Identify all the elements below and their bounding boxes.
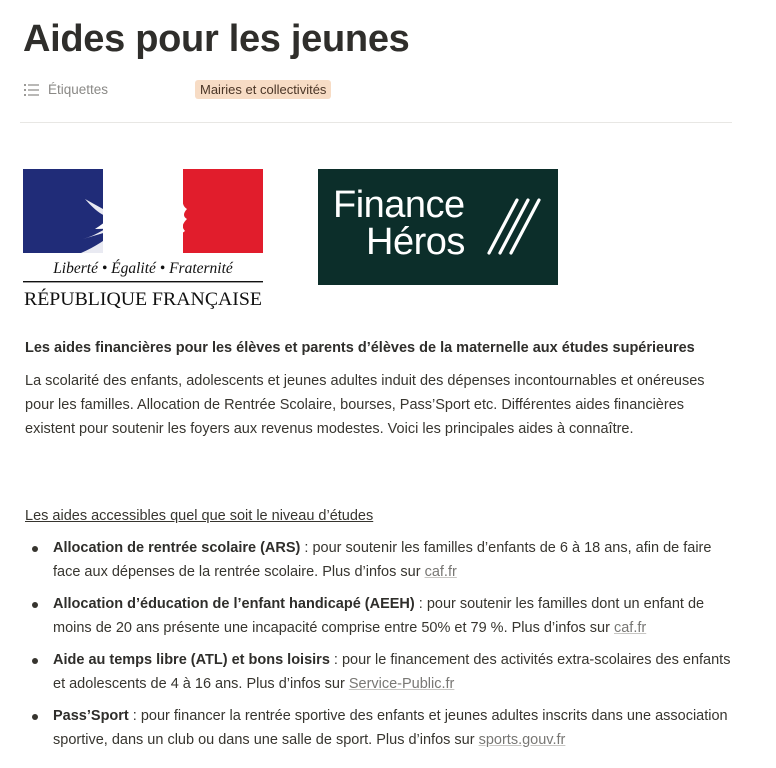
list-item [32,648,732,696]
aid-link[interactable]: caf.fr [424,564,457,580]
aid-description: : pour soutenir les familles d’enfants de 6 à 18 ans, afin de faire face aux dépenses de la rentrée scolaire. Plus d’infos sur [53,540,712,580]
aid-name: Pass’Sport [53,708,129,724]
list-item [32,592,732,640]
aid-description: : pour le financement des activités extra-scolaires des enfants et adolescents de 4 à 16 ans. Plus d’infos sur [53,652,731,692]
aid-description: : pour financer la rentrée sportive des enfants et jeunes adultes inscrits dans une association sportive, dans un club ou dans une salle de sport. Plus d’infos sur [53,708,728,748]
intro-paragraph: La scolarité des enfants, adolescents et jeunes adultes induit des dépenses incontournables et onéreuses pour les familles. Allocation de Rentrée Scolaire, bourses, Pass’Sport etc. Différentes aides financières existent pour soutenir les foyers aux revenus modestes. Voici les principales aides à connaître. [25,373,705,437]
tag-badge[interactable]: Mairies et collectivités [195,80,331,99]
section-title: Les aides accessibles quel que soit le niveau d’études [25,508,374,524]
property-label: Étiquettes [48,82,109,97]
rf-motto [52,260,234,277]
slash-marks-icon [318,169,558,285]
bullet [32,714,38,720]
page-title: Aides pour les jeunes [23,18,410,60]
aid-name: Aide au temps libre (ATL) et bons loisirs [53,652,330,668]
list-icon [24,83,40,97]
bullet [32,602,38,608]
list-item [32,536,732,584]
property-row-tags[interactable] [24,80,724,100]
republique-francaise-logo [23,169,263,311]
aid-link[interactable]: Service-Public.fr [348,676,455,692]
aid-name: Allocation de rentrée scolaire (ARS) [53,540,301,556]
svg-text:Liberté • Égalité • Fraternité: Liberté • Égalité • Fraternité [53,260,233,277]
aid-link[interactable]: sports.gouv.fr [478,732,566,748]
finance-heros-logo [318,169,558,285]
aids-list [32,536,732,760]
intro-heading: Les aides financières pour les élèves et parents d’élèves de la maternelle aux études supérieures [25,340,695,356]
logo-text-line1: Finance [333,184,465,226]
list-item [32,704,732,752]
rf-name: RÉPUBLIQUE FRANÇAISE [24,289,253,310]
bullet [32,658,38,664]
divider [20,122,732,123]
bullet [32,546,38,552]
aid-description: : pour soutenir les familles dont un enfant de moins de 20 ans présente une incapacité comprise entre 50% et 79 %. Plus d’infos sur [53,596,705,636]
aid-link[interactable]: caf.fr [613,620,647,636]
aid-name: Allocation d’éducation de l’enfant handicapé (AEEH) [53,596,415,612]
logo-text-line2: Héros [366,221,465,263]
